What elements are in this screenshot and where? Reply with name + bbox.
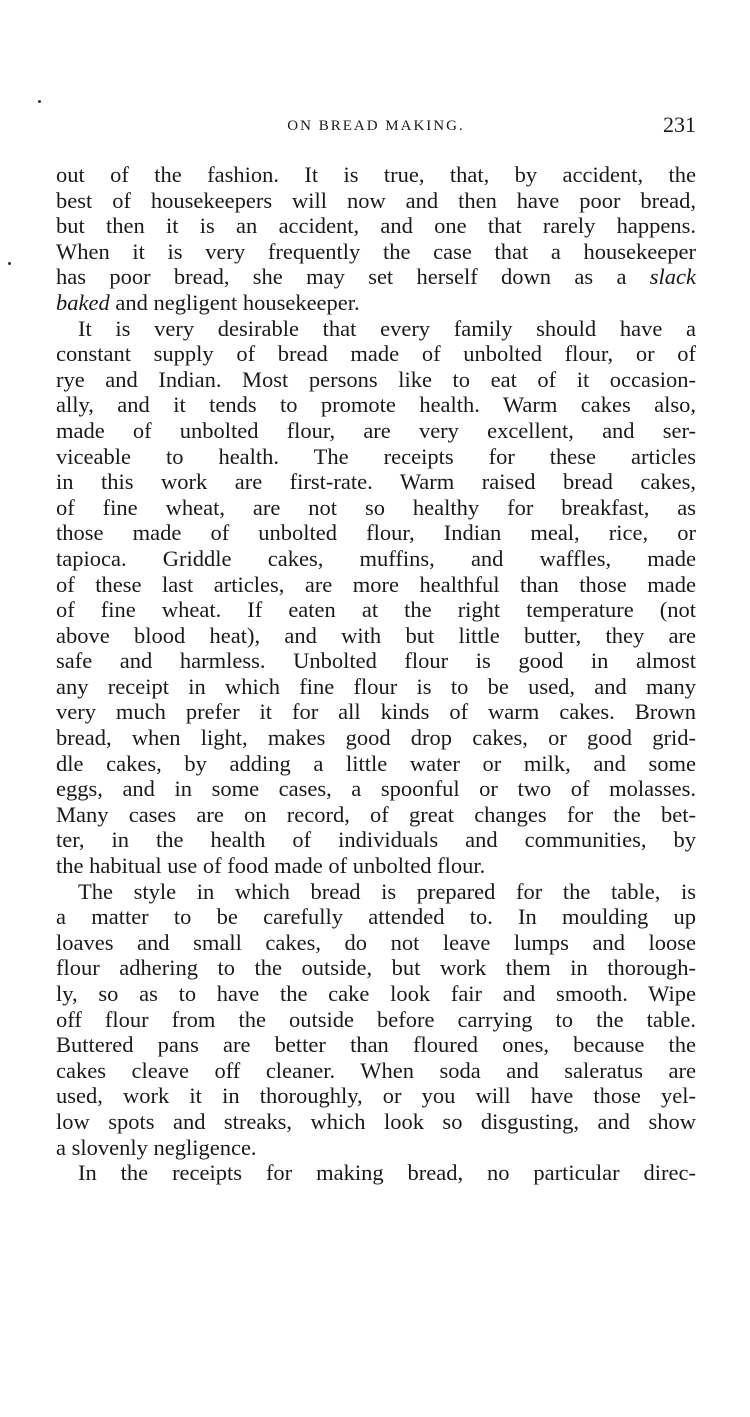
text-line: very much prefer it for all kinds of warm cakes. Brown xyxy=(56,699,696,725)
text-line: has poor bread, she may set herself down as a slack xyxy=(56,264,696,290)
text-line: those made of unbolted flour, Indian meal, rice, or xyxy=(56,520,696,546)
text-line: Many cases are on record, of great changes for the bet- xyxy=(56,801,696,827)
text-line: used, work it in thoroughly, or you will have those yel- xyxy=(56,1083,696,1109)
text-line: baked and negligent housekeeper. xyxy=(56,289,360,315)
text-line: constant supply of bread made of unbolted flour, or of xyxy=(56,341,696,367)
text-line: a matter to be carefully attended to. In moulding up xyxy=(56,904,696,930)
text-line: but then it is an accident, and one that rarely happens. xyxy=(56,213,696,239)
text-line: in this work are first-rate. Warm raised bread cakes, xyxy=(56,469,696,495)
text-line: eggs, and in some cases, a spoonful or two of molasses. xyxy=(56,776,696,802)
text-line: When it is very frequently the case that a housekeeper xyxy=(56,238,696,264)
text-line: off flour from the outside before carrying to the table. xyxy=(56,1006,696,1032)
text-line: of fine wheat. If eaten at the right temperature (not xyxy=(56,597,696,623)
text-line: cakes cleave off cleaner. When soda and saleratus are xyxy=(56,1057,696,1083)
text-line: flour adhering to the outside, but work them in thorough- xyxy=(56,955,696,981)
print-speck xyxy=(38,100,41,103)
text-line: low spots and streaks, which look so disgusting, and show xyxy=(56,1108,696,1134)
text-line: The style in which bread is prepared for the table, is xyxy=(78,878,696,904)
body-text xyxy=(56,162,696,1186)
text-line: above blood heat), and with but little butter, they are xyxy=(56,622,696,648)
text-line: a slovenly negligence. xyxy=(56,1134,257,1160)
text-line: In the receipts for making bread, no particular direc- xyxy=(78,1160,696,1186)
text-line: loaves and small cakes, do not leave lumps and loose xyxy=(56,929,696,955)
text-line: of fine wheat, are not so healthy for breakfast, as xyxy=(56,494,696,520)
text-line: rye and Indian. Most persons like to eat of it occasion- xyxy=(56,366,696,392)
print-speck xyxy=(8,262,11,265)
text-line: tapioca. Griddle cakes, muffins, and waffles, made xyxy=(56,545,696,571)
text-line: dle cakes, by adding a little water or milk, and some xyxy=(56,750,696,776)
text-line: viceable to health. The receipts for these articles xyxy=(56,443,696,469)
text-line: ally, and it tends to promote health. Warm cakes also, xyxy=(56,392,696,418)
text-line: the habitual use of food made of unbolted flour. xyxy=(56,853,486,879)
text-line: made of unbolted flour, are very excellent, and ser- xyxy=(56,417,696,443)
running-title: ON BREAD MAKING. xyxy=(287,118,465,134)
text-line: ter, in the health of individuals and communities, by xyxy=(56,827,696,853)
text-line: bread, when light, makes good drop cakes, or good grid- xyxy=(56,725,696,751)
text-line: Buttered pans are better than floured ones, because the xyxy=(56,1032,696,1058)
page-number: 231 xyxy=(663,112,696,137)
text-line: of these last articles, are more healthful than those made xyxy=(56,571,696,597)
text-line: best of housekeepers will now and then have poor bread, xyxy=(56,187,696,213)
text-line: It is very desirable that every family should have a xyxy=(78,315,696,341)
text-line: out of the fashion. It is true, that, by accident, the xyxy=(56,162,696,187)
text-line: safe and harmless. Unbolted flour is good in almost xyxy=(56,648,696,674)
text-line: ly, so as to have the cake look fair and smooth. Wipe xyxy=(56,981,696,1006)
running-head xyxy=(56,112,696,144)
text-line: any receipt in which fine flour is to be used, and many xyxy=(56,673,696,699)
